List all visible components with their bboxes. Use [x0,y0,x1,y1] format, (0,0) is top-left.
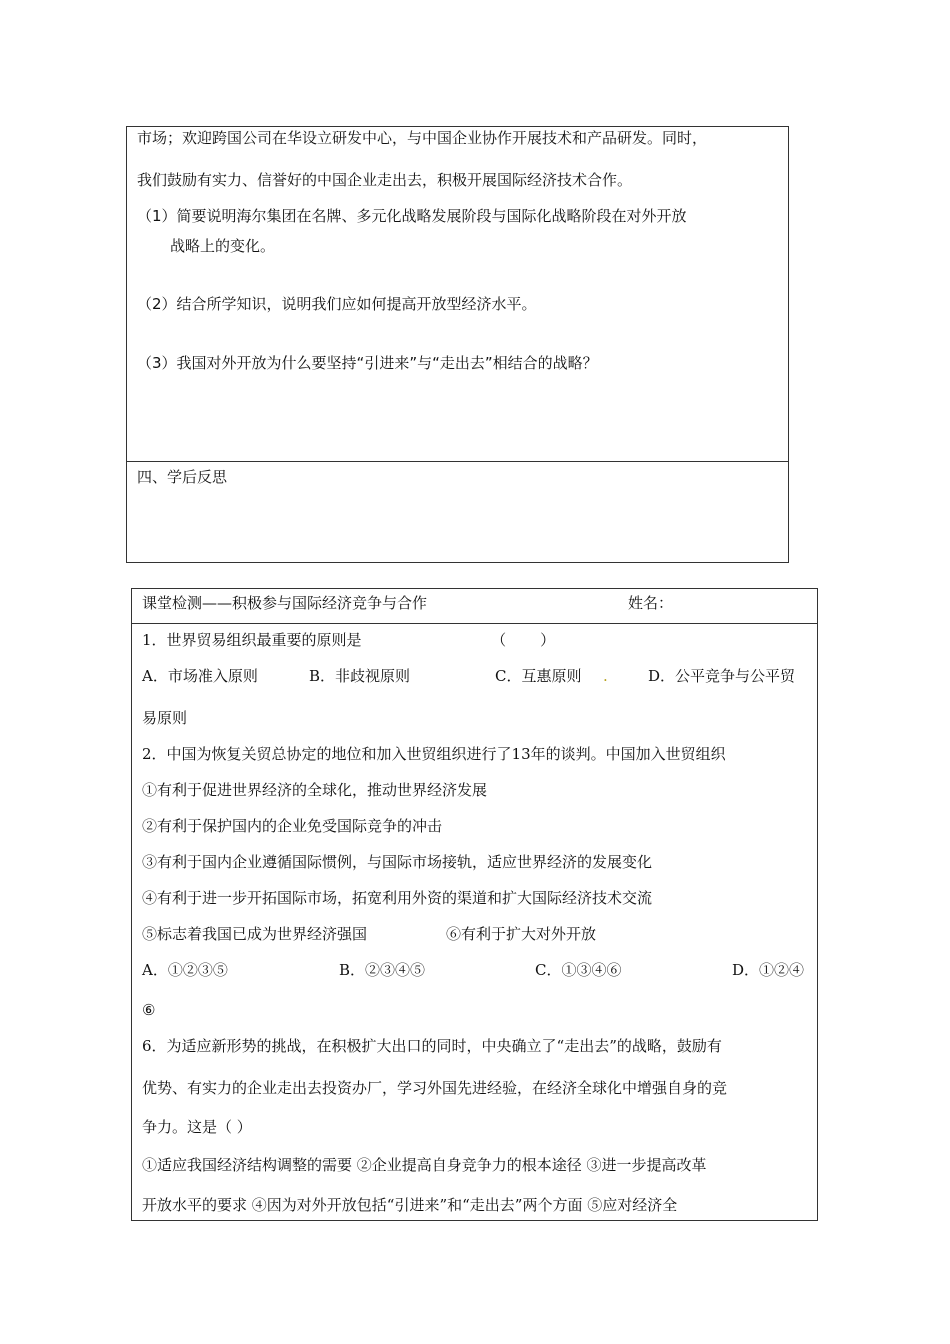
q1-answer-paren-open: （ [491,631,507,649]
q2-item-6: ⑥有利于扩大对外开放 [446,925,597,943]
q6-line-2: 优势、有实力的企业走出去投资办厂，学习外国先进经验，在经济全球化中增强自身的竞 [142,1079,728,1097]
q2-option-a: A．①②③⑤ [142,961,228,979]
q2-option-d: D．①②④ [732,961,805,979]
q1-stem-text: 1．世界贸易组织最重要的原则是 [142,631,362,649]
q2-option-b: B．②③④⑤ [339,961,426,979]
q1-option-d-cont: 易原则 [142,709,188,727]
question-3: （3）我国对外开放为什么要坚持“引进来”与“走出去”相结合的战略？ [137,354,598,372]
question-1-line-2: 战略上的变化。 [170,237,276,255]
q6-line-3: 争力。这是（ ） [142,1118,252,1136]
q2-option-d-cont: ⑥ [142,1001,156,1019]
intro-line-1: 市场；欢迎跨国公司在华设立研发中心，与中国企业协作开展技术和产品研发。同时， [137,129,708,147]
stray-dot: . [603,667,608,685]
question-2: （2）结合所学知识，说明我们应如何提高开放型经济水平。 [137,295,537,313]
q2-stem: 2．中国为恢复关贸总协定的地位和加入世贸组织进行了13年的谈判。中国加入世贸组织 [142,745,726,763]
q1-option-c: C．互惠原则 [495,667,582,685]
q2-option-c: C．①③④⑥ [535,961,622,979]
q1-option-a: A．市场准入原则 [142,667,258,685]
q2-item-3: ③有利于国内企业遵循国际惯例，与国际市场接轨，适应世界经济的发展变化 [142,853,653,871]
q1-option-d: D．公平竞争与公平贸 [648,667,796,685]
box1-divider [126,461,789,462]
q1-answer-paren-close: ） [540,631,556,649]
q1-stem [142,630,555,650]
intro-line-2: 我们鼓励有实力、信誉好的中国企业走出去，积极开展国际经济技术合作。 [137,171,633,189]
q2-item-1: ①有利于促进世界经济的全球化，推动世界经济发展 [142,781,488,799]
question-1-line-1: （1）简要说明海尔集团在名牌、多元化战略发展阶段与国际化战略阶段在对外开放 [137,207,687,225]
q6-line-5: 开放水平的要求 ④因为对外开放包括“引进来”和“走出去”两个方面 ⑤应对经济全 [142,1196,678,1214]
reflection-title: 四、学后反思 [137,468,228,486]
q6-line-4: ①适应我国经济结构调整的需要 ②企业提高自身竞争力的根本途径 ③进一步提高改革 [142,1156,707,1174]
q2-item-4: ④有利于进一步开拓国际市场，拓宽利用外资的渠道和扩大国际经济技术交流 [142,889,653,907]
q2-item-2: ②有利于保护国内的企业免受国际竞争的冲击 [142,817,443,835]
name-label: 姓名： [628,594,674,612]
test-title: 课堂检测——积极参与国际经济竞争与合作 [142,594,428,612]
box2-header-divider [131,623,818,624]
q2-item-5: ⑤标志着我国已成为世界经济强国 [142,925,368,943]
q1-option-b: B．非歧视原则 [309,667,411,685]
upper-question-box [126,126,789,563]
q6-line-1: 6．为适应新形势的挑战，在积极扩大出口的同时，中央确立了“走出去”的战略，鼓励有 [142,1037,722,1055]
